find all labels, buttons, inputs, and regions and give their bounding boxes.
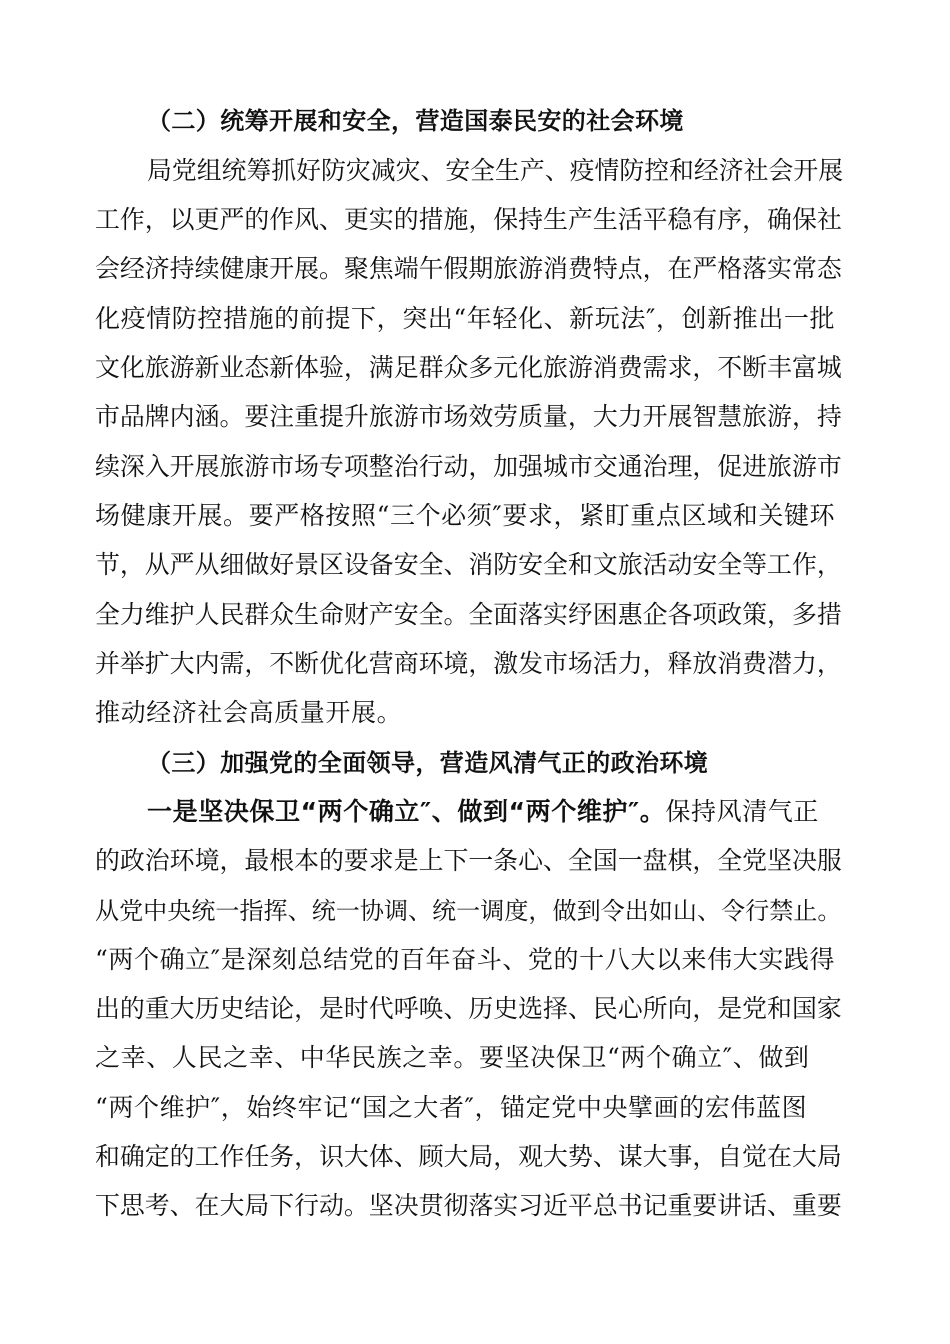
section-heading-2: （二）统筹开展和安全，营造国泰民安的社会环境 bbox=[147, 107, 684, 135]
paragraph-line: 文化旅游新业态新体验，满足群众多元化旅游消费需求，不断丰富城 bbox=[95, 353, 842, 382]
paragraph-line: 从党中央统一指挥、统一协调、统一调度，做到令出如山、令行禁止。 bbox=[95, 897, 842, 925]
paragraph-line: 局党组统筹抓好防灾减灾、安全生产、疫情防控和经济社会开展 bbox=[147, 156, 844, 185]
section-heading-3: （三）加强党的全面领导，营造风清气正的政治环境 bbox=[147, 749, 709, 777]
paragraph-line: “两个维护″，始终牢记“国之大者″，锚定党中央擘画的宏伟蓝图 bbox=[95, 1093, 808, 1122]
paragraph-line: 市品牌内涵。要注重提升旅游市场效劳质量，大力开展智慧旅游，持 bbox=[95, 402, 842, 431]
paragraph-line: 工作，以更严的作风、更实的措施，保持生产生活平稳有序，确保社 bbox=[95, 205, 842, 234]
paragraph-line: 会经济持续健康开展。聚焦端午假期旅游消费特点，在严格落实常态 bbox=[95, 254, 842, 283]
lead-emphasis: 一是坚决保卫“两个确立″、做到“两个维护″。 bbox=[147, 797, 666, 826]
paragraph-line: 场健康开展。要严格按照“三个必须″要求，紧盯重点区域和关键环 bbox=[95, 501, 836, 530]
lead-continuation: 保持风清气正 bbox=[665, 797, 820, 826]
paragraph-line: 和确定的工作任务，识大体、顾大局，观大势、谋大事，自觉在大局 bbox=[95, 1142, 842, 1171]
paragraph-line: 节，从严从细做好景区设备安全、消防安全和文旅活动安全等工作， bbox=[95, 550, 842, 579]
paragraph-line: 下思考、在大局下行动。坚决贯彻落实习近平总书记重要讲话、重要 bbox=[95, 1191, 842, 1220]
paragraph-line: 之幸、人民之幸、中华民族之幸。要坚决保卫“两个确立″、做到 bbox=[95, 1043, 810, 1072]
paragraph-line: 的政治环境，最根本的要求是上下一条心、全国一盘棋，全党坚决服 bbox=[95, 846, 842, 875]
paragraph-line: “两个确立″是深刻总结党的百年奋斗、党的十八大以来伟大实践得 bbox=[95, 945, 836, 974]
paragraph-line: 续深入开展旅游市场专项整治行动，加强城市交通治理，促进旅游市 bbox=[95, 452, 842, 481]
paragraph-lead-line bbox=[147, 792, 819, 832]
paragraph-line: 全力维护人民群众生命财产安全。全面落实纾困惠企各项政策，多措 bbox=[95, 600, 842, 629]
paragraph-line: 化疫情防控措施的前提下，突出“年轻化、新玩法″，创新推出一批 bbox=[95, 304, 836, 333]
paragraph-line: 推动经济社会高质量开展。 bbox=[95, 698, 403, 727]
paragraph-line: 出的重大历史结论，是时代呼唤、历史选择、民心所向，是党和国家 bbox=[95, 994, 842, 1023]
paragraph-line: 并举扩大内需，不断优化营商环境，激发市场活力，释放消费潜力， bbox=[95, 649, 842, 678]
